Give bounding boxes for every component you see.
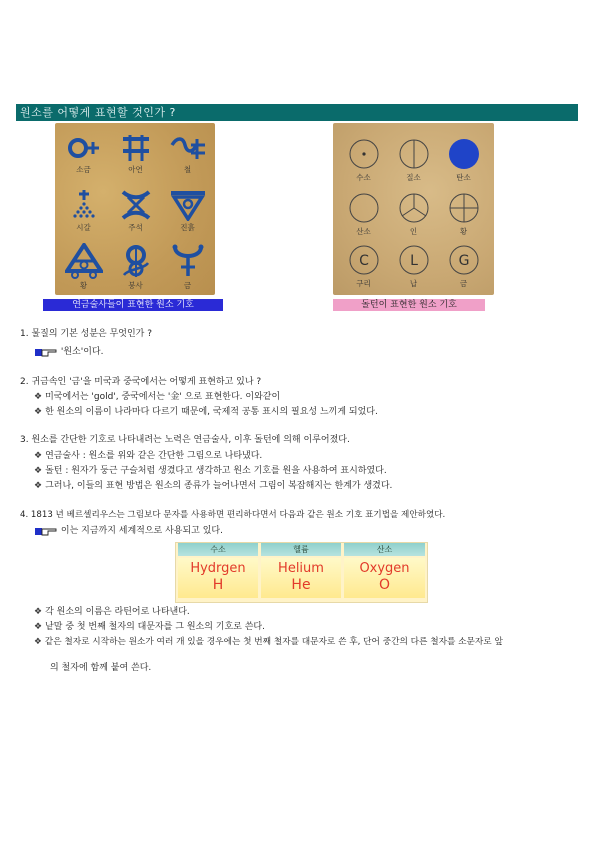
alchemy-cell-borax	[109, 239, 162, 296]
borax-symbol-icon	[119, 243, 153, 279]
q4-bullet-text: 각 원소의 이름은 라틴어로 나타낸다.	[45, 607, 190, 617]
gold-symbol-icon	[169, 243, 207, 279]
q2-bullet	[34, 391, 280, 403]
q4-continuation: 의 철자에 함께 붙여 쓴다.	[50, 663, 152, 673]
dalton-label: 질소	[406, 173, 421, 182]
bullet-icon: ❖	[34, 622, 43, 632]
table-cell-oxygen	[344, 558, 425, 598]
dalton-label: 탄소	[456, 173, 471, 182]
iron-symbol-icon	[169, 133, 207, 163]
q2-bullet	[34, 406, 378, 418]
alchemy-label: 금	[183, 281, 192, 290]
circle-cross-icon	[447, 191, 481, 225]
circle-y-icon	[397, 191, 431, 225]
circle-c-icon	[347, 243, 381, 277]
potash-symbol-icon	[67, 189, 101, 221]
dalton-cell-gold	[437, 239, 490, 296]
dalton-cell-hydrogen	[337, 133, 390, 190]
pointing-hand-icon	[34, 347, 58, 357]
q2-bullet-text: 미국에서는 'gold', 중국에서는 '金' 으로 표현한다. 이와같이	[45, 392, 281, 402]
salt-symbol-icon	[67, 133, 101, 163]
dalton-cell-carbon	[437, 133, 490, 190]
bullet-icon: ❖	[34, 607, 43, 617]
bullet-icon: ❖	[34, 407, 43, 417]
alchemy-label: 소금	[76, 165, 91, 174]
table-header: 수소	[178, 543, 258, 556]
note-4: 이는 지금까지 세계적으로 사용되고 있다.	[60, 526, 223, 536]
element-symbol-table	[175, 542, 428, 603]
tin-symbol-icon	[119, 189, 153, 221]
statement-4: 4. 1813 년 베르셀리우스는 그림보다 문자를 사용하면 편리하다면서 다음과 같은 원소 기호 표기법을 제안하였다.	[20, 510, 446, 520]
note-4-row	[34, 525, 223, 537]
dalton-cell-sulfur	[437, 187, 490, 244]
q3-bullet	[34, 450, 262, 462]
element-name: Oxygen	[359, 561, 410, 576]
circle-vertical-line-icon	[397, 137, 431, 171]
dalton-letter: G	[458, 253, 469, 269]
alchemy-label: 철	[183, 165, 192, 174]
alchemy-label: 시갈	[76, 223, 91, 232]
dalton-label: 금	[459, 279, 468, 288]
alchemy-cell-clay	[161, 185, 214, 242]
bullet-icon: ❖	[34, 392, 43, 402]
circle-l-icon	[397, 243, 431, 277]
answer-1-row	[34, 346, 103, 358]
q3-bullet-text: 그러나, 이들의 표현 방법은 원소의 종류가 늘어나면서 그림이 복잡해지는 한계가 생겼다.	[45, 481, 393, 491]
q4-bullet	[34, 606, 190, 618]
q4-bullet-text: 같은 철자로 시작하는 원소가 여러 개 있을 경우에는 첫 번째 철자를 대문자로 쓴 후, 단어 중간의 다른 철자를 소문자로 앞	[44, 637, 503, 647]
sulfur-symbol-icon	[65, 243, 103, 279]
dalton-label: 인	[409, 227, 418, 236]
table-cell-hydrogen	[178, 558, 258, 598]
dalton-cell-lead	[387, 239, 440, 296]
alchemy-label: 아연	[128, 165, 143, 174]
bullet-icon: ❖	[34, 451, 43, 461]
question-3: 3. 원소를 간단한 기호로 나타내려는 노력은 연금술사, 이후 돌턴에 의해 이루어졌다.	[20, 435, 350, 445]
q4-bullet	[34, 621, 265, 633]
alchemy-cell-tin	[109, 185, 162, 242]
q4-bullet	[20, 636, 565, 648]
dalton-symbols-image	[333, 123, 494, 295]
alchemy-label: 진흙	[180, 223, 195, 232]
element-name: Hydrgen	[190, 561, 246, 576]
q3-bullet	[34, 465, 387, 477]
alchemy-cell-salt	[57, 129, 110, 186]
filled-circle-icon	[447, 137, 481, 171]
dalton-label: 황	[459, 227, 468, 236]
element-symbol: He	[291, 577, 311, 593]
alchemy-label: 붕사	[128, 281, 143, 290]
alchemy-cell-iron	[161, 129, 214, 186]
table-header: 헬륨	[261, 543, 341, 556]
dalton-cell-nitrogen	[387, 133, 440, 190]
q2-bullet-text: 한 원소의 이름이 나라마다 다르기 때문에, 국제적 공통 표시의 필요성 느끼게 되었다.	[45, 407, 378, 417]
bullet-icon: ❖	[34, 637, 42, 647]
table-cell-helium	[261, 558, 341, 598]
dalton-label: 납	[409, 279, 418, 288]
element-name: Helium	[278, 561, 324, 576]
dalton-label: 수소	[356, 173, 371, 182]
dalton-letter: L	[409, 253, 418, 269]
alchemy-symbols-image	[55, 123, 215, 295]
dalton-cell-phosphorus	[387, 187, 440, 244]
clay-symbol-icon	[169, 189, 207, 221]
alchemy-cell-gold	[161, 239, 214, 296]
dalton-cell-copper	[337, 239, 390, 296]
circle-dot-icon	[347, 137, 381, 171]
question-2: 2. 귀금속인 '금'을 미국과 중국에서는 어떻게 표현하고 있나 ?	[20, 377, 262, 387]
alchemy-caption: 연금술사들이 표현한 원소 기호	[43, 299, 223, 311]
alchemy-label: 주석	[128, 223, 143, 232]
q3-bullet-text: 돌턴 : 원자가 둥근 구슬처럼 생겼다고 생각하고 원소 기호를 원을 사용하여 표시하였다.	[45, 466, 387, 476]
alchemy-label: 황	[79, 281, 88, 290]
bullet-icon: ❖	[34, 481, 43, 491]
bullet-icon: ❖	[34, 466, 43, 476]
dalton-cell-oxygen	[337, 187, 390, 244]
table-header: 산소	[344, 543, 425, 556]
dalton-label: 산소	[356, 227, 371, 236]
alchemy-cell-sulfur	[57, 239, 110, 296]
dalton-label: 구리	[356, 279, 371, 288]
circle-g-icon	[447, 243, 481, 277]
alchemy-cell-potash	[57, 185, 110, 242]
element-symbol: H	[212, 577, 224, 593]
zinc-symbol-icon	[119, 133, 153, 163]
section-title: 원소를 어떻게 표현할 것인가 ?	[16, 104, 578, 121]
q3-bullet	[34, 480, 392, 492]
answer-1: '원소'이다.	[60, 347, 104, 357]
element-symbol: O	[378, 577, 391, 593]
question-1: 1. 물질의 기본 성분은 무엇인가 ?	[20, 329, 152, 339]
q3-bullet-text: 연금술사 : 원소를 위와 같은 간단한 그림으로 나타냈다.	[45, 451, 263, 461]
q4-bullet-text: 낱말 중 첫 번째 철자의 대문자를 그 원소의 기호로 쓴다.	[45, 622, 265, 632]
alchemy-cell-zinc	[109, 129, 162, 186]
empty-circle-icon	[347, 191, 381, 225]
pointing-hand-icon	[34, 526, 58, 536]
dalton-letter: C	[358, 253, 369, 269]
dalton-caption: 돌턴이 표현한 원소 기호	[333, 299, 485, 311]
